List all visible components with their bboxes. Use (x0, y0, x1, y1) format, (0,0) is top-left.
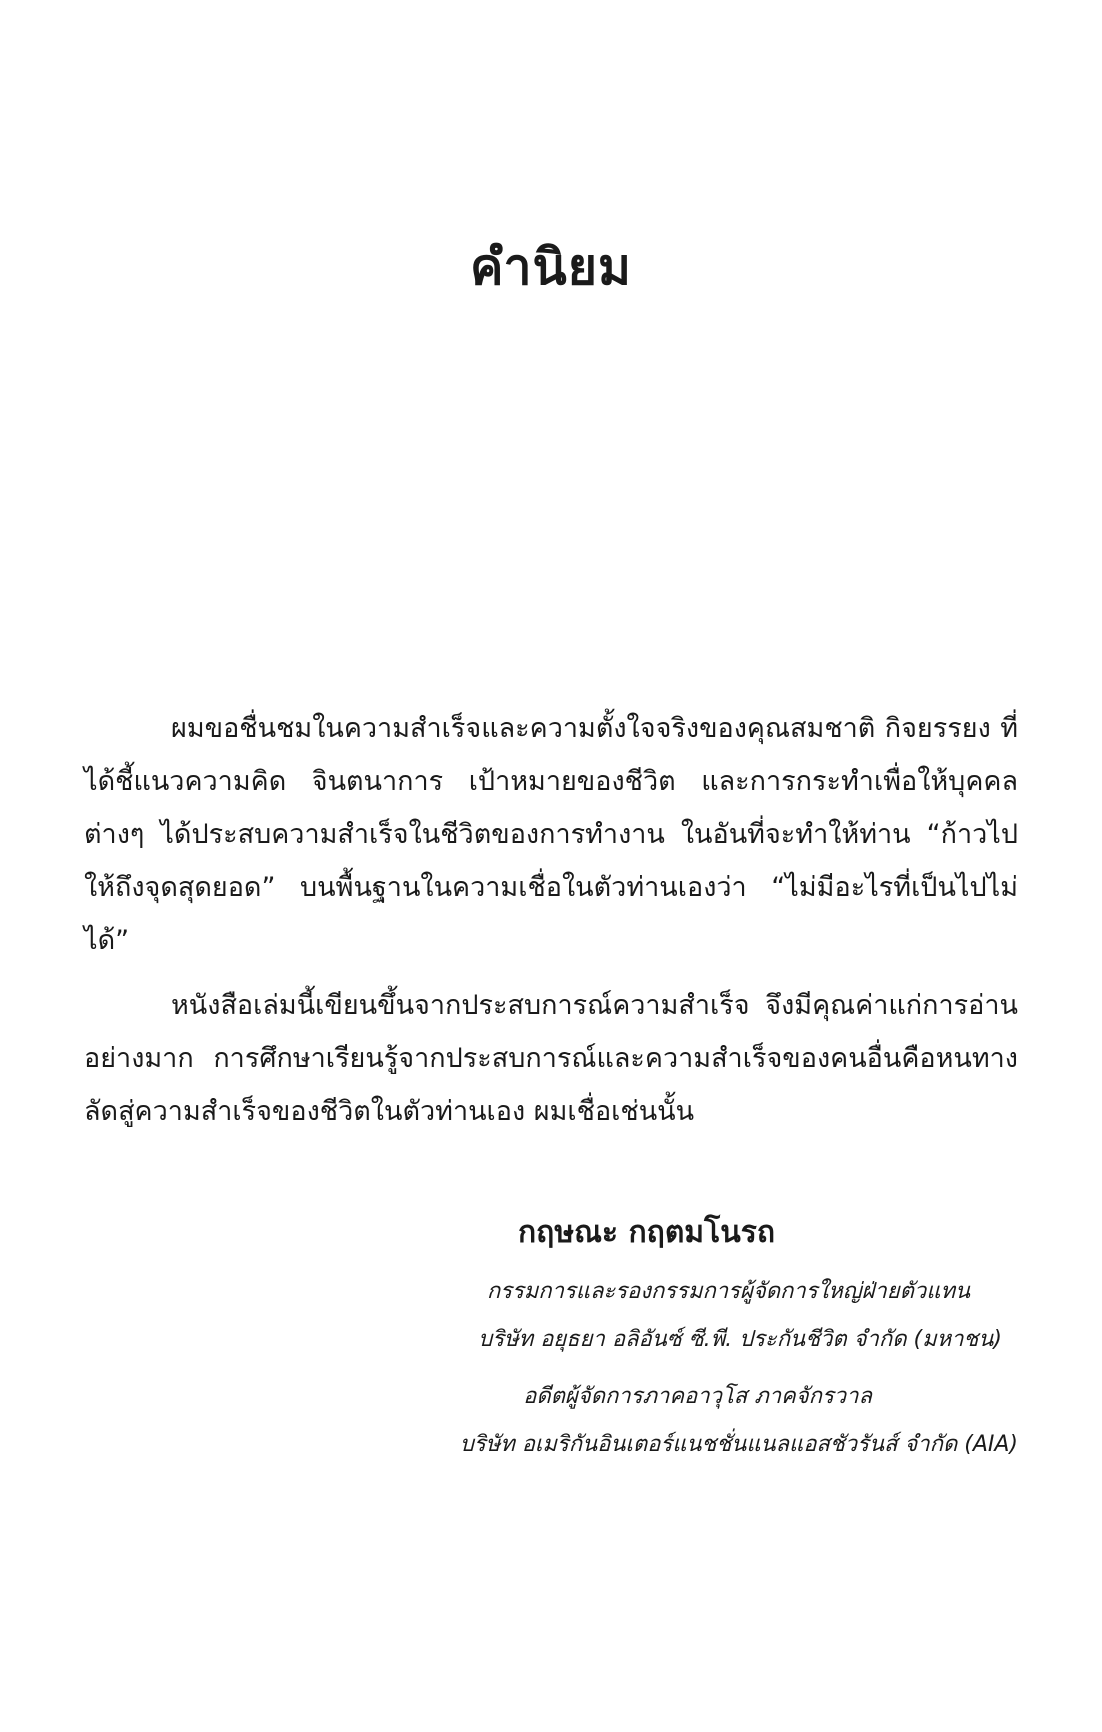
paragraph-1: ผมขอชื่นชมในความสำเร็จและความตั้งใจจริงของคุณสมชาติ กิจยรรยง ที่ได้ชี้แนวความคิด จินตนาการ เป้าหมายของชีวิต และการกระทำเพื่อให้บุคคลต่างๆ ได้ประสบความสำเร็จในชีวิตของการทำงาน ในอันที่จะทำให้ท่าน “ก้าวไปให้ถึงจุดสุดยอด” บนพื้นฐานในความเชื่อในตัวท่านเองว่า “ไม่มีอะไรที่เป็นไปไม่ได้” (84, 713, 1018, 956)
body-text (84, 702, 1018, 1138)
signatory-company-1: บริษัท อยุธยา อลิอันซ์ ซี.พี. ประกันชีวิต จำกัด (มหาชน) (478, 1327, 1002, 1352)
signatory-position-1: กรรมการและรองกรรมการผู้จัดการใหญ่ฝ่ายตัวแทน (486, 1279, 970, 1304)
signatory-name: กฤษณะ กฤตมโนรถ (518, 1215, 775, 1250)
page-title: คำนิยม (470, 238, 632, 296)
signatory-company-2: บริษัท อเมริกันอินเตอร์แนชชั่นแนลแอสชัวรันส์ จำกัด (AIA) (459, 1432, 1018, 1457)
signature-spacer (84, 1364, 1018, 1373)
paragraph-2: หนังสือเล่มนี้เขียนขึ้นจากประสบการณ์ความสำเร็จ จึงมีคุณค่าแก่การอ่านอย่างมาก การศึกษาเรียนรู้จากประสบการณ์และความสำเร็จของคนอื่นคือหนทางลัดสู่ความสำเร็จของชีวิตในตัวท่านเอง ผมเชื่อเช่นนั้น (84, 990, 1018, 1127)
signatory-titles (84, 1268, 1018, 1469)
signature-block (84, 1210, 1018, 1457)
signatory-position-2: อดีตผู้จัดการภาคอาวุโส ภาคจักรวาล (523, 1384, 872, 1409)
